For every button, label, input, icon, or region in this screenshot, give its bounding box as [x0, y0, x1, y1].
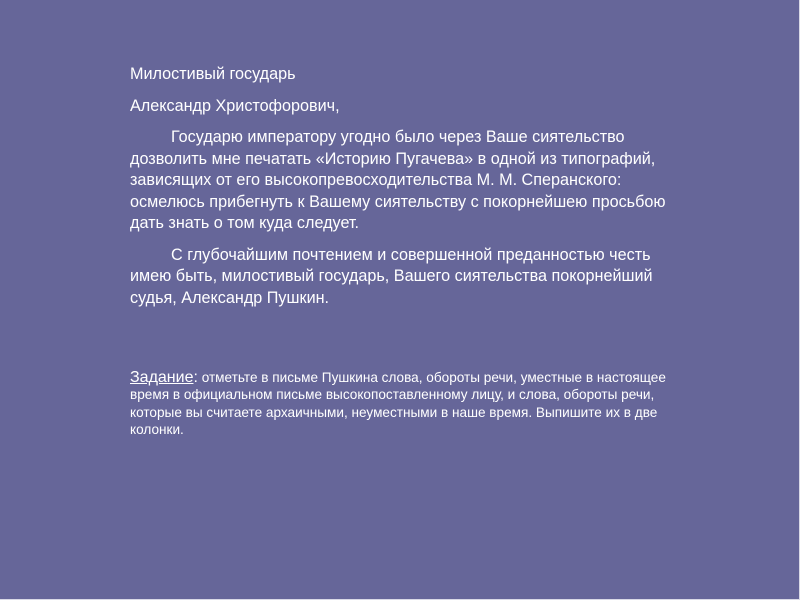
letter-text — [130, 64, 670, 319]
task-label: Задание — [130, 369, 194, 386]
task-colon: : — [193, 369, 198, 386]
salutation-line-1: Милостивый государь — [130, 65, 296, 83]
letter-paragraph-1: Государю императору угодно было через Ваше сиятельство дозволить мне печатать «Историю Пугачева» в одной из типографий, зависящих от его высокопревосходительства М. М. Сперанского: осмелюсь прибегнуть к Вашему сиятельству с покорнейшею просьбою дать знать о том куда следует. — [130, 128, 666, 232]
salutation-line-2: Александр Христофорович, — [130, 96, 340, 115]
letter-paragraph-2: С глубочайшим почтением и совершенной преданностью честь имею быть, милостивый государь, Вашего сиятельства покорнейший судья, Александр Пушкин. — [130, 245, 653, 307]
task-text: отметьте в письме Пушкина слова, обороты речи, уместные в настоящее время в официальном письме высокопоставленному лицу, и слова, обороты речи, которые вы считаете архаичными, неуместными в наше время. Выпишите их в две колонки. — [130, 370, 666, 438]
task-block — [130, 369, 670, 439]
